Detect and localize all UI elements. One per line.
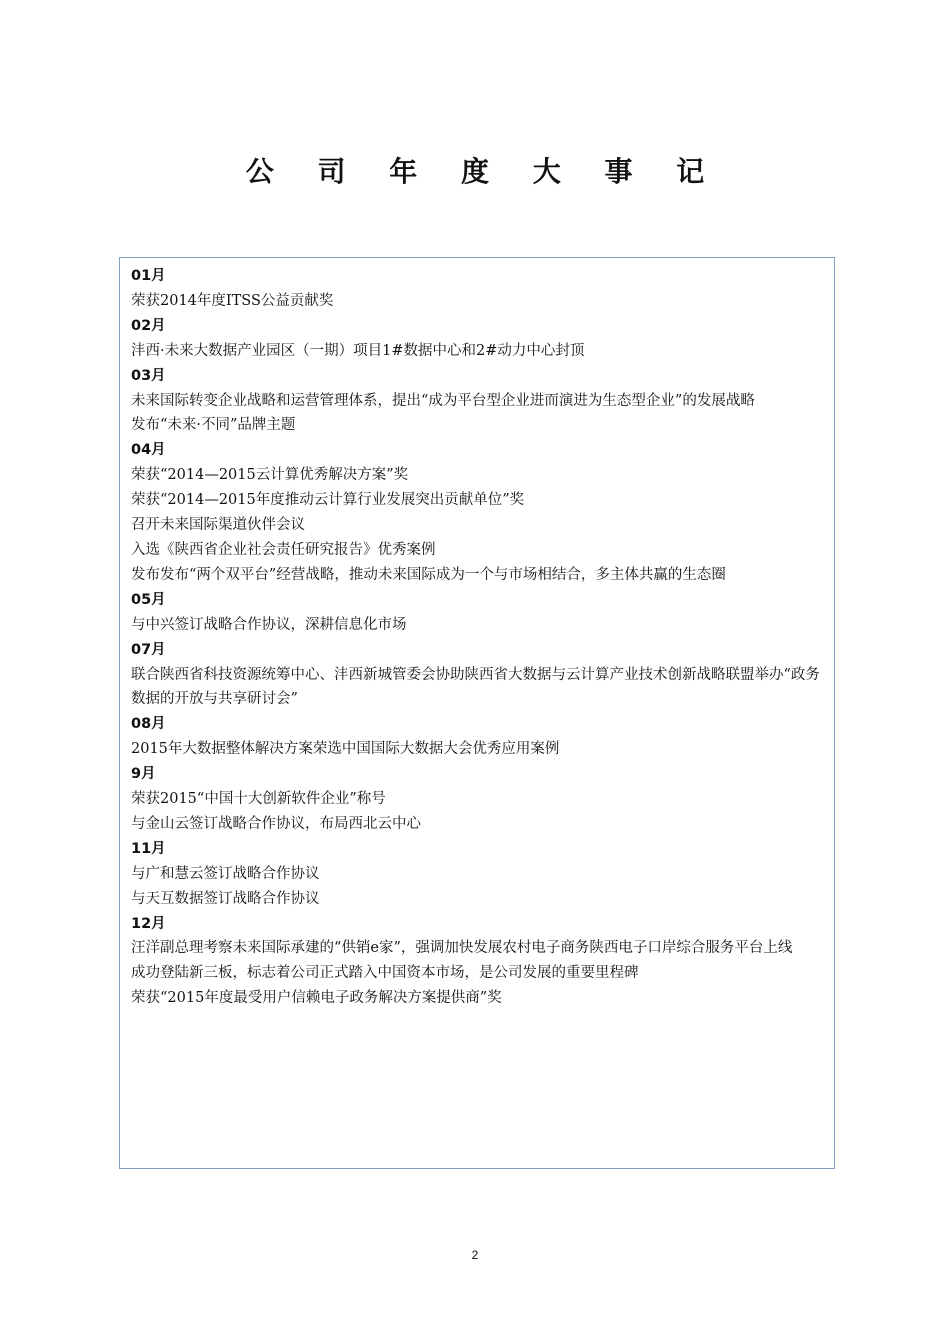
month-section-05: [131, 588, 824, 638]
month-section-08: [131, 712, 824, 762]
month-section-09: [131, 762, 824, 837]
event-item: 联合陕西省科技资源统筹中心、沣西新城管委会协助陕西省大数据与云计算产业技术创新战略联盟举办“政务数据的开放与共享研讨会”: [131, 666, 820, 708]
event-item: 荣获2015“中国十大创新软件企业”称号: [131, 791, 386, 808]
month-label: 08月: [131, 716, 166, 733]
event-item: 与天互数据签订战略合作协议: [131, 890, 320, 907]
event-item: 荣获“2015年度最受用户信赖电子政务解决方案提供商”奖: [131, 990, 502, 1007]
month-section-11: [131, 837, 824, 912]
month-label: 12月: [131, 915, 166, 932]
month-label: 04月: [131, 442, 166, 459]
event-item: 未来国际转变企业战略和运营管理体系，提出“成为平台型企业进而演进为生态型企业”的发展战略: [131, 392, 755, 409]
month-section-02: [131, 314, 824, 364]
event-item: 荣获2014年度ITSS公益贡献奖: [131, 292, 334, 309]
event-item: 召开未来国际渠道伙伴会议: [131, 517, 305, 534]
month-label: 02月: [131, 317, 166, 334]
month-section-03: [131, 364, 824, 439]
month-section-04: [131, 438, 824, 587]
month-section-07: [131, 638, 824, 713]
month-label: 07月: [131, 641, 166, 658]
event-item: 与广和慧云签订战略合作协议: [131, 865, 320, 882]
month-section-12: [131, 912, 824, 1012]
month-label: 05月: [131, 591, 166, 608]
page-number: 2: [471, 1248, 479, 1262]
events-box: [119, 257, 835, 1169]
event-item: 与金山云签订战略合作协议，布局西北云中心: [131, 815, 421, 832]
month-section-01: [131, 264, 824, 314]
event-item: 2015年大数据整体解决方案荣选中国国际大数据大会优秀应用案例: [131, 741, 560, 758]
page-title: 公 司 年 度 大 事 记: [245, 155, 722, 188]
event-item: 入选《陕西省企业社会责任研究报告》优秀案例: [131, 541, 436, 558]
event-item: 成功登陆新三板，标志着公司正式踏入中国资本市场，是公司发展的重要里程碑: [131, 965, 639, 982]
event-item: 汪洋副总理考察未来国际承建的“供销e家”，强调加快发展农村电子商务陕西电子口岸综合服务平台上线: [131, 940, 793, 957]
event-item: 沣西·未来大数据产业园区（一期）项目1#数据中心和2#动力中心封顶: [131, 342, 585, 359]
event-item: 发布发布“两个双平台”经营战略，推动未来国际成为一个与市场相结合，多主体共赢的生态圈: [131, 566, 726, 583]
month-label: 01月: [131, 268, 166, 284]
month-label: 03月: [131, 367, 166, 384]
month-label: 9月: [131, 766, 156, 783]
event-item: 荣获“2014—2015年度推动云计算行业发展突出贡献单位”奖: [131, 492, 525, 509]
event-item: 与中兴签订战略合作协议，深耕信息化市场: [131, 616, 407, 633]
month-label: 11月: [131, 840, 166, 857]
event-item: 荣获“2014—2015云计算优秀解决方案”奖: [131, 467, 409, 484]
event-item: 发布“未来·不同”品牌主题: [131, 417, 296, 434]
